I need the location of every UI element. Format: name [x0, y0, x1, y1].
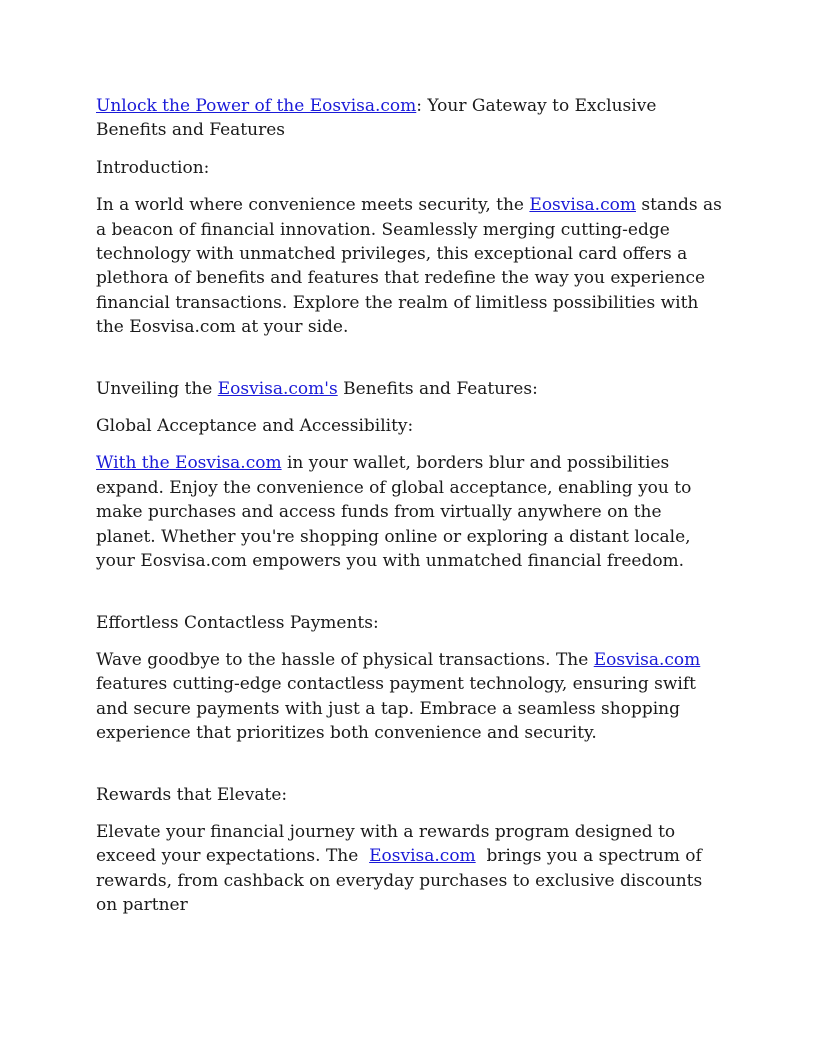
intro-paragraph: In a world where convenience meets security, the Eosvisa.com stands as a beacon of financial innovation. Seamlessly merging cutting-edge technology with unmatched privileges, this exceptional card offers a plethora of benefits and features that redefine the way you experience financial transactions. Explore the realm of limitless possibilities with the Eosvisa.com at your side.: [96, 195, 722, 338]
global-paragraph: With the Eosvisa.com in your wallet, borders blur and possibilities expand. Enjoy the convenience of global acceptance, enabling you to make purchases and access funds from virtually anywhere on the planet. Whether you're shopping online or exploring a distant locale, your Eosvisa.com empowers you with unmatched financial freedom.: [96, 453, 692, 572]
document-title: [96, 94, 726, 143]
document-page: [96, 94, 726, 931]
title-rest: : Your Gateway to Exclusive Benefits and Features: [96, 96, 657, 141]
title-link[interactable]: Unlock the Power of the Eosvisa.com: [96, 96, 417, 116]
unveil-heading: Unveiling the Eosvisa.com's Benefits and Features:: [96, 378, 538, 399]
contactless-paragraph: Wave goodbye to the hassle of physical transactions. The Eosvisa.com features cutting-edge contactless payment technology, ensuring swift and secure payments with just a tap. Embrace a seamless shopping experience that prioritizes both convenience and security.: [96, 649, 701, 744]
intro-link[interactable]: Eosvisa.com: [529, 195, 636, 216]
global-heading: Global Acceptance and Accessibility:: [96, 416, 414, 437]
spacer: [96, 587, 726, 611]
rewards-link[interactable]: Eosvisa.com: [369, 846, 476, 867]
rewards-paragraph: Elevate your financial journey with a rewards program designed to exceed your expectations. The Eosvisa.com brings you a spectrum of rewards, from cashback on everyday purchases to exclusive discounts on partner: [96, 821, 708, 916]
rewards-heading: Rewards that Elevate:: [96, 784, 288, 805]
global-link[interactable]: With the Eosvisa.com: [96, 453, 282, 474]
spacer: [96, 353, 726, 377]
contactless-heading: Effortless Contactless Payments:: [96, 612, 379, 633]
intro-heading: Introduction:: [96, 157, 210, 178]
contactless-link[interactable]: Eosvisa.com: [593, 649, 701, 670]
unveil-link[interactable]: Eosvisa.com's: [217, 378, 338, 399]
spacer: [96, 759, 726, 783]
